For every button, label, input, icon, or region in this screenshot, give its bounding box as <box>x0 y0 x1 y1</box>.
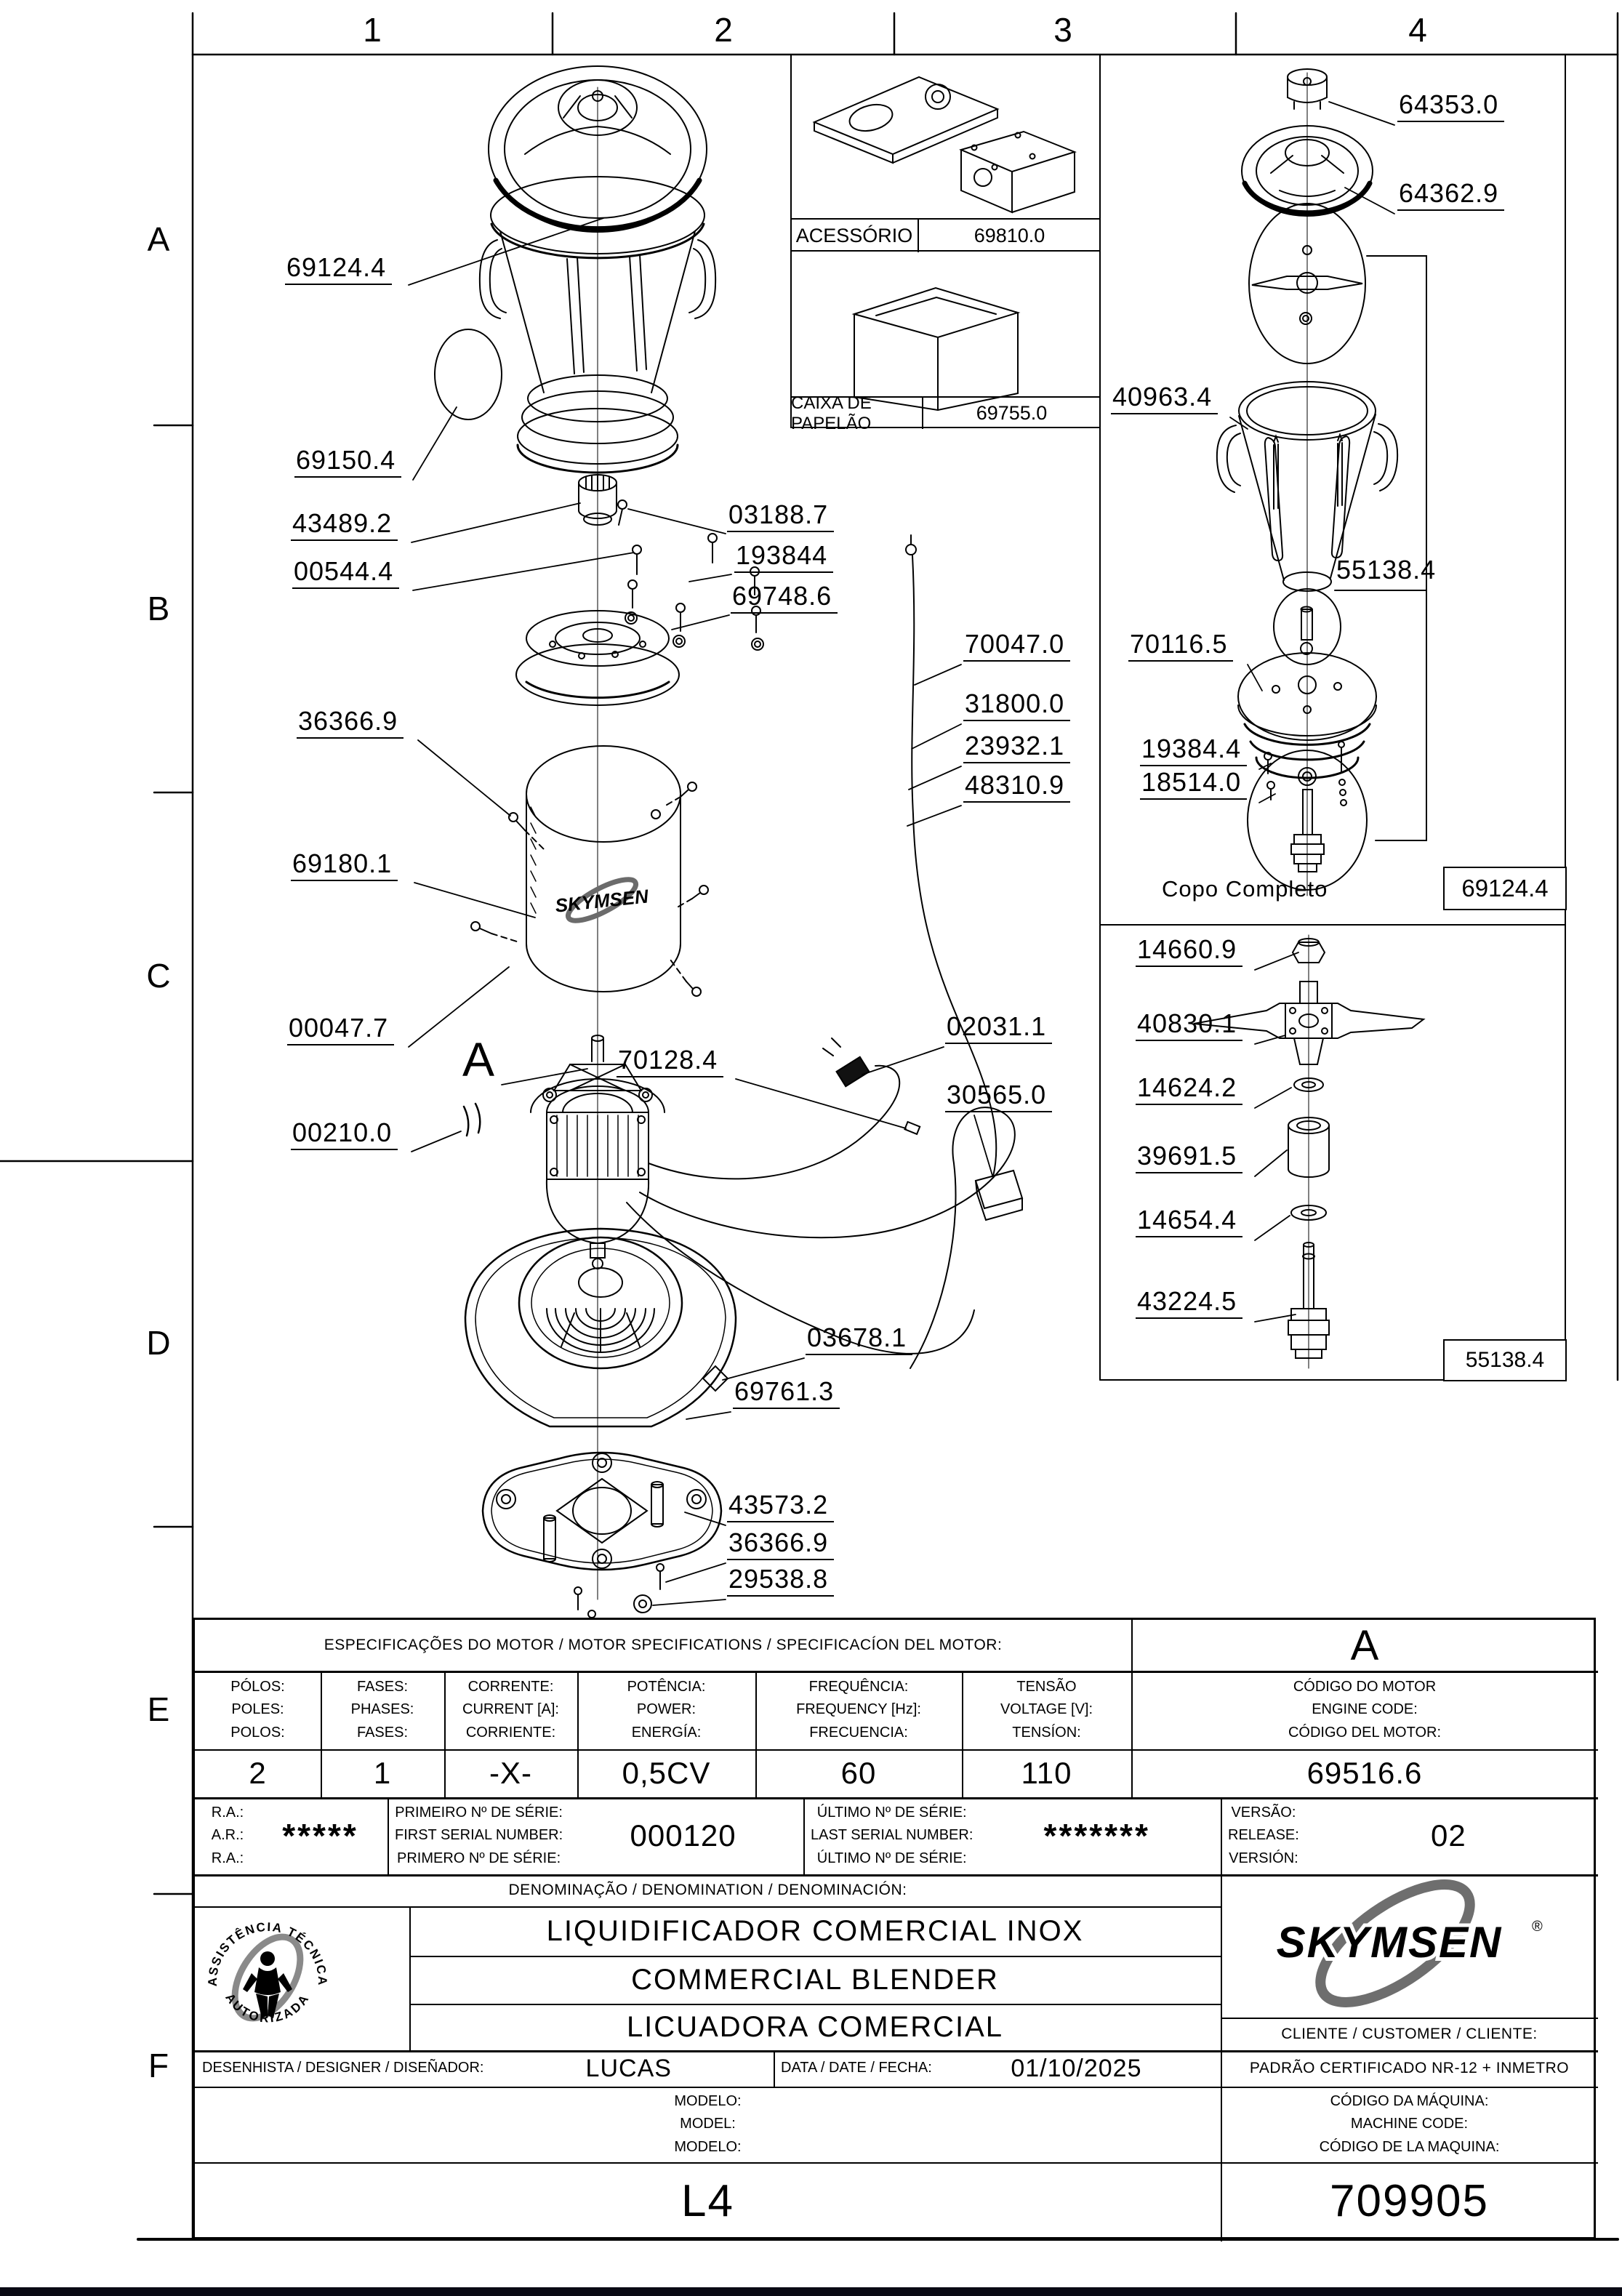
bottom-plate-art <box>483 1453 721 1630</box>
svg-text:®: ® <box>1532 1919 1543 1935</box>
part-callout-housing-screw: 36366.9 <box>297 708 404 739</box>
version-labels: VERSÃO: RELEASE: VERSIÓN: <box>1228 1804 1299 1866</box>
first-serial-value: 000120 <box>630 1818 736 1853</box>
first-serial-labels: PRIMEIRO Nº DE SÉRIE: FIRST SERIAL NUMBER: PRIMERO Nº DE SÉRIE: <box>395 1804 563 1866</box>
spec-val-voltage: 110 <box>1021 1756 1072 1790</box>
last-serial-labels: ÚLTIMO Nº DE SÉRIE: LAST SERIAL NUMBER: ÚLTIMO Nº DE SÉRIE: <box>811 1804 973 1866</box>
date-value: 01/10/2025 <box>1011 2054 1142 2082</box>
spec-col-voltage: TENSÃO VOLTAGE [V]: TENSÍON: <box>1000 1678 1093 1741</box>
blade-code-box: 55138.4 <box>1443 1339 1567 1381</box>
part-callout-washer3: 14654.4 <box>1136 1207 1242 1237</box>
part-callout-lid2: 64362.9 <box>1397 180 1504 211</box>
ruler-row-b: B <box>147 590 170 627</box>
part-callout-switch: 30565.0 <box>945 1082 1052 1112</box>
part-callout-screw-small: 03188.7 <box>727 502 834 532</box>
spec-title: ESPECIFICAÇÕES DO MOTOR / MOTOR SPECIFICATIONS / SPECIFICACÍON DEL MOTOR: <box>324 1637 1003 1653</box>
authorized-service-stamp <box>195 1906 340 2049</box>
denomination-es: LICUADORA COMERCIAL <box>626 2010 1004 2043</box>
accessory-label-row <box>791 218 1100 252</box>
part-callout-coupling: 43489.2 <box>291 510 398 541</box>
switch-connector <box>976 1171 1022 1220</box>
skymsen-logo <box>1221 1874 1570 2012</box>
part-callout-jar: 69124.4 <box>285 254 392 285</box>
spec-val-poles: 2 <box>249 1756 267 1790</box>
part-callout-bladeassy: 55138.4 <box>1336 555 1437 585</box>
spec-val-enginecode: 69516.6 <box>1306 1756 1423 1790</box>
part-callout-base-disc: 69748.6 <box>731 583 838 614</box>
spec-revision: A <box>1350 1621 1379 1669</box>
part-callout-cup: 40963.4 <box>1111 384 1218 414</box>
part-callout-shaft: 43224.5 <box>1136 1288 1242 1319</box>
last-serial-value: ******* <box>1043 1817 1150 1855</box>
svg-text:AUTORIZADA: AUTORIZADA <box>222 1991 313 2026</box>
designer-value: LUCAS <box>585 2054 672 2082</box>
ruler-col-1: 1 <box>363 11 382 49</box>
spec-col-frequency: FREQUÊNCIA: FREQUENCY [Hz]: FRECUENCIA: <box>796 1678 921 1741</box>
ruler-row-c: C <box>146 957 171 995</box>
spec-val-phases: 1 <box>373 1756 392 1790</box>
part-callout-plate: 43573.2 <box>727 1492 834 1522</box>
housing-brand-text: SKYMSEN <box>554 885 650 917</box>
bottom-bar <box>0 2287 1622 2296</box>
carton-label: CAIXA DE PAPELÃO <box>791 393 872 433</box>
spec-col-current: CORRENTE: CURRENT [A]: CORRIENTE: <box>462 1678 559 1741</box>
spec-val-frequency: 60 <box>840 1756 877 1790</box>
carton-code: 69755.0 <box>922 398 1100 429</box>
part-callout-bushing: 39691.5 <box>1136 1143 1242 1173</box>
denomination-header: DENOMINAÇÃO / DENOMINATION / DENOMINACIÓN: <box>508 1882 907 1898</box>
machine-code-value: 709905 <box>1330 2175 1489 2226</box>
svg-text:ASSISTÊNCIA TÉCNICA: ASSISTÊNCIA TÉCNICA <box>205 1919 330 1987</box>
spec-col-phases: FASES: PHASES: FASES: <box>350 1678 414 1741</box>
denomination-en: COMMERCIAL BLENDER <box>631 1963 999 1996</box>
machine-code-labels: CÓDIGO DA MÁQUINA: MACHINE CODE: CÓDIGO DE LA MAQUINA: <box>1319 2092 1500 2155</box>
part-callout-washer: 29538.8 <box>727 1566 834 1597</box>
denomination-pt: LIQUIDIFICADOR COMERCIAL INOX <box>546 1914 1084 1947</box>
part-callout-nut: 14660.9 <box>1136 936 1242 967</box>
version-value: 02 <box>1431 1818 1466 1853</box>
ruler-row-d: D <box>146 1324 171 1362</box>
ruler-col-3: 3 <box>1053 11 1072 49</box>
date-label: DATA / DATE / FECHA: <box>781 2060 932 2076</box>
spec-val-power: 0,5CV <box>622 1756 711 1790</box>
spec-col-poles: PÓLOS: POLES: POLOS: <box>230 1678 285 1741</box>
carton-label-row <box>791 393 1100 433</box>
part-callout-00210: 00210.0 <box>291 1120 398 1150</box>
ruler-row-f: F <box>148 2047 169 2084</box>
detail-balloon <box>435 329 502 420</box>
coupling-art <box>579 475 627 525</box>
svg-text:SKYMSEN: SKYMSEN <box>1276 1918 1503 1967</box>
part-callout-cable: 70047.0 <box>963 631 1070 662</box>
part-callout-23932: 23932.1 <box>963 733 1070 763</box>
model-labels: MODELO: MODEL: MODELO: <box>674 2092 742 2155</box>
designer-label: DESENHISTA / DESIGNER / DISEÑADOR: <box>202 2060 484 2076</box>
part-callout-18514: 18514.0 <box>1140 769 1247 800</box>
power-plug <box>823 1038 869 1086</box>
part-callout-31800: 31800.0 <box>963 691 1070 721</box>
part-callout-48310: 48310.9 <box>963 772 1070 803</box>
part-callout-cupbase: 70116.5 <box>1128 631 1233 662</box>
accessory-code: 69810.0 <box>918 220 1100 252</box>
part-callout-base-housing: 69761.3 <box>733 1378 840 1409</box>
part-callout-plug: 02031.1 <box>945 1013 1052 1044</box>
part-callout-plate-screw: 36366.9 <box>727 1530 834 1560</box>
copo-caption: Copo Completo <box>1162 876 1328 902</box>
ruler-row-a: A <box>147 220 170 258</box>
part-callout-knob: 64353.0 <box>1397 92 1504 122</box>
part-callout-balloon: 69150.4 <box>294 447 401 478</box>
model-value: L4 <box>681 2175 734 2226</box>
title-block <box>193 1618 1596 2239</box>
accessory-label: ACESSÓRIO <box>795 225 913 246</box>
ra-value: ***** <box>282 1817 358 1855</box>
part-callout-19384: 19384.4 <box>1140 736 1247 766</box>
carton-box-art <box>854 288 1018 410</box>
part-callout-housing: 69180.1 <box>291 851 398 881</box>
part-callout-00047: 00047.7 <box>287 1015 394 1045</box>
ra-labels: R.A.: A.R.: R.A.: <box>211 1804 244 1866</box>
accessory-gasket-art <box>814 77 1075 212</box>
part-callout-gland: 03678.1 <box>806 1325 912 1355</box>
copo-code-box: 69124.4 <box>1443 867 1567 910</box>
part-callout-193844: 193844 <box>734 542 833 573</box>
part-callout-screws: 00544.4 <box>292 558 399 589</box>
client-label: CLIENTE / CUSTOMER / CLIENTE: <box>1281 2025 1538 2042</box>
view-marker-a: A <box>462 1032 495 1086</box>
certified-standard: PADRÃO CERTIFICADO NR-12 + INMETRO <box>1249 2060 1570 2076</box>
part-callout-blade: 40830.1 <box>1136 1011 1242 1041</box>
ruler-col-4: 4 <box>1408 11 1427 49</box>
copo-panel-frame <box>1100 55 1565 1380</box>
spec-col-enginecode: CÓDIGO DO MOTOR ENGINE CODE: CÓDIGO DEL MOTOR: <box>1288 1678 1442 1741</box>
ruler-col-2: 2 <box>714 11 733 49</box>
spec-col-power: POTÊNCIA: POWER: ENERGÍA: <box>627 1678 706 1741</box>
part-callout-washer2: 14624.2 <box>1136 1075 1242 1105</box>
ruler-row-e: E <box>147 1690 170 1728</box>
part-callout-motor: 70128.4 <box>617 1047 723 1077</box>
spec-val-current: -X- <box>489 1756 532 1790</box>
